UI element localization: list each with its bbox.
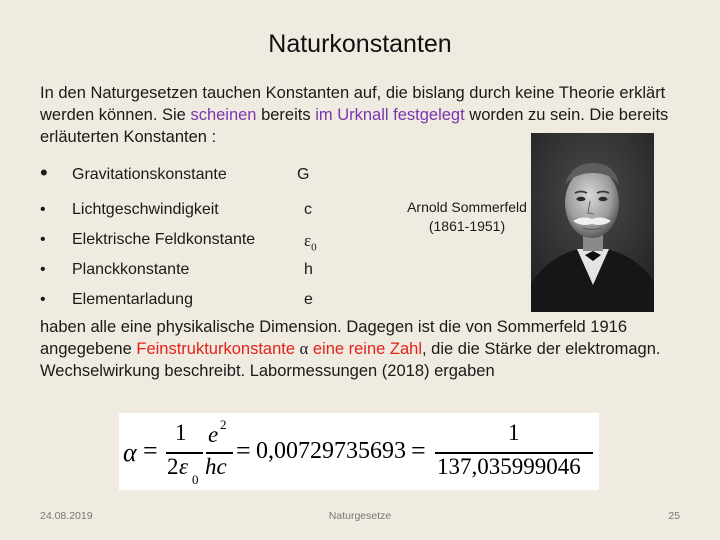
constant-symbol: e <box>304 291 313 308</box>
fine-structure-paragraph <box>40 316 688 382</box>
portrait-caption <box>392 198 542 236</box>
formula-frac2-denominator: hc <box>205 454 227 479</box>
constant-name: Elektrische Feldkonstante <box>72 231 256 248</box>
formula-equals-3: = <box>411 436 426 465</box>
bullet: • <box>40 160 48 185</box>
formula-equals-1: = <box>143 436 158 465</box>
constant-name: Gravitationskonstante <box>72 166 227 183</box>
constant-name: Planckkonstante <box>72 261 190 278</box>
footer-page-number: 25 <box>668 510 680 522</box>
formula-frac1-den-epsilon: ε <box>179 454 189 479</box>
formula-frac2-numerator-e: e <box>208 422 219 447</box>
para2-text-2: , die die Stärke der elektromagn. Wechselwirkung beschreibt. Labormessungen (2018) ergaben <box>40 340 661 380</box>
bullet: • <box>40 231 46 248</box>
slide-title: Naturkonstanten <box>268 30 452 58</box>
formula-frac1-den-subscript: 0 <box>192 472 199 487</box>
bullet: • <box>40 201 46 218</box>
formula-value: 0,00729735693 <box>256 438 406 464</box>
intro-text-3: worden zu sein. Die bereits erläuterten Konstanten : <box>40 106 669 146</box>
intro-highlight-urknall: im Urknall festgelegt <box>315 106 465 124</box>
bullet: • <box>40 291 46 308</box>
intro-highlight-scheinen: scheinen <box>190 106 257 124</box>
formula-alpha: α <box>123 438 137 467</box>
constant-symbol: G <box>297 166 310 183</box>
intro-text-2: bereits <box>256 106 316 124</box>
footer-date: 24.08.2019 <box>40 510 93 522</box>
constant-symbol: c <box>304 201 312 218</box>
formula-frac2-superscript: 2 <box>220 417 227 432</box>
constant-name: Lichtgeschwindigkeit <box>72 201 219 218</box>
portrait-years: (1861-1951) <box>428 218 506 234</box>
para2-highlight-feinstruktur: Feinstrukturkonstante <box>136 340 300 358</box>
bullet: • <box>40 261 46 278</box>
formula-equals-2: = <box>236 436 251 465</box>
formula-frac1-numerator: 1 <box>175 420 187 445</box>
portrait-name: Arnold Sommerfeld <box>407 199 527 215</box>
portrait-photo <box>531 133 654 312</box>
formula-frac1-den-two: 2 <box>167 454 179 479</box>
para2-text-1: haben alle eine physikalische Dimension. Dagegen ist die von Sommerfeld 1916 angegebene <box>40 318 628 358</box>
footer-title: Naturgesetze <box>328 510 392 522</box>
constant-name: Elementarladung <box>72 291 193 308</box>
intro-text-1: In den Naturgesetzen tauchen Konstanten auf, die bislang durch keine Theorie erklärt werden können. Sie <box>40 84 666 124</box>
para2-highlight-reine-zahl: eine reine Zahl <box>308 340 423 358</box>
formula-frac3-denominator: 137,035999046 <box>437 454 581 479</box>
constant-symbol: $\varepsilon_0$ <box>304 231 317 254</box>
formula-box <box>119 413 599 490</box>
para2-alpha: α <box>299 339 309 358</box>
formula-frac3-numerator: 1 <box>508 420 520 445</box>
constant-symbol: h <box>304 261 313 278</box>
